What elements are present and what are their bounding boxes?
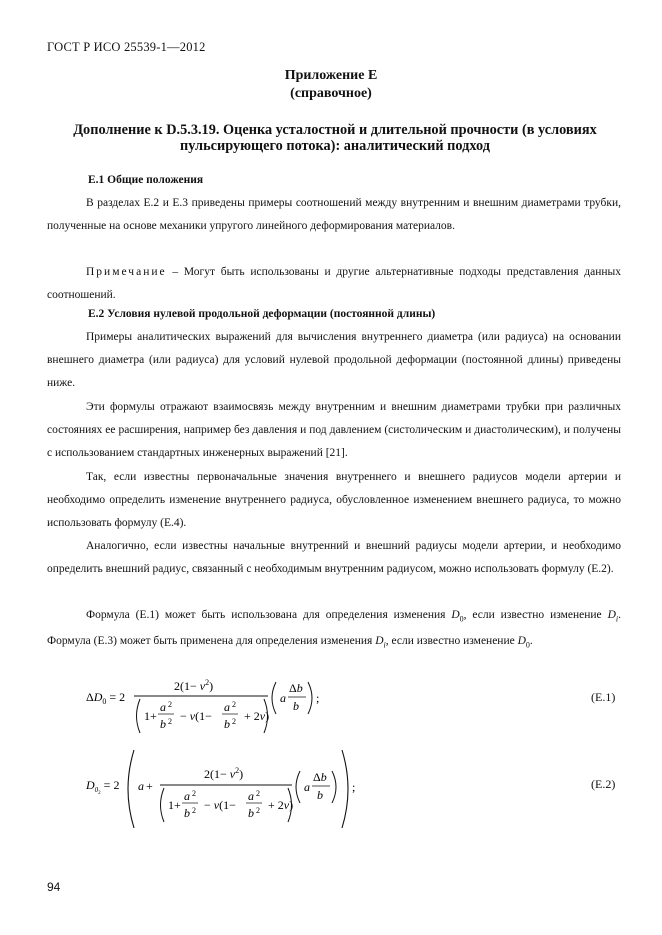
- svg-text:2: 2: [168, 717, 172, 726]
- svg-text:2: 2: [232, 700, 236, 709]
- svg-text:2: 2: [256, 789, 260, 798]
- svg-text:2: 2: [232, 717, 236, 726]
- svg-text:a: a: [280, 691, 286, 705]
- note-label: Примечание: [86, 266, 167, 278]
- svg-text:a: a: [138, 779, 144, 793]
- svg-text:Δb: Δb: [313, 770, 327, 784]
- appendix-subtitle: (справочное): [290, 86, 372, 101]
- svg-text:+ 2ν): + 2ν): [268, 798, 294, 812]
- svg-text:+: +: [146, 779, 153, 793]
- formula-e2-label: (Е.2): [591, 777, 616, 791]
- svg-text:2: 2: [256, 806, 260, 815]
- svg-text:1+: 1+: [168, 798, 181, 812]
- svg-text:a: a: [160, 700, 166, 714]
- svg-text:a: a: [224, 700, 230, 714]
- svg-text:;: ;: [316, 691, 320, 705]
- formula-e1-label: (Е.1): [591, 690, 616, 704]
- svg-text:b: b: [224, 717, 230, 731]
- page-number: 94: [47, 880, 61, 894]
- svg-text:a: a: [184, 789, 190, 803]
- section-heading-e2: Е.2 Условия нулевой продольной деформации (постоянной длины): [88, 308, 436, 320]
- svg-text:b: b: [248, 806, 254, 820]
- svg-text:b: b: [293, 699, 299, 713]
- svg-text:− ν(1−: − ν(1−: [204, 798, 236, 812]
- svg-text:D02 = 2: $D_02 = 2$: [86, 778, 120, 796]
- svg-text:b: b: [160, 717, 166, 731]
- svg-text:Δb: Δb: [289, 681, 303, 695]
- svg-text:a: a: [304, 780, 310, 794]
- appendix-title: Приложение Е: [284, 68, 378, 83]
- main-title: Дополнение к D.5.3.19. Оценка усталостной и длительной прочности (в условиях пульсирующего потока): аналитический подход: [73, 122, 597, 154]
- svg-text:;: ;: [352, 780, 356, 794]
- svg-text:ΔD0 = 2: $\Delta D_0 = 2$: [86, 690, 126, 706]
- svg-text:2(1− ν2): $2(1- \nu^2)$: [204, 766, 244, 781]
- svg-text:1+: 1+: [144, 709, 157, 723]
- svg-text:b: b: [184, 806, 190, 820]
- paragraph-e2-5: Формула (Е.1) может быть использована для определения изменения $D_0$, если известно изменение $D_i$. Формула (Е.3) может быть применена для определения изменения $D_i$, если известно изменение $D_0$.: [47, 609, 621, 650]
- svg-text:2: 2: [168, 700, 172, 709]
- paragraph-e2-2: Эти формулы отражают взаимосвязь между внутренним и внешним диаметрами трубки при различных состояниях ее расширения, например без давления и под давлением (систолическим и диастолическим), и получены с использованием стандартных инженерных выражений [21].: [47, 401, 621, 459]
- document-header: ГОСТ Р ИСО 25539-1—2012: [47, 40, 206, 54]
- svg-text:a: a: [248, 789, 254, 803]
- note-paragraph: [47, 261, 621, 307]
- svg-text:2: 2: [192, 789, 196, 798]
- formula-e2: [84, 746, 374, 832]
- paragraph-e2-3: Так, если известны первоначальные значения внутреннего и внешнего радиусов модели артерии и необходимо определить изменение внутреннего радиуса, обусловленное изменением внешнего радиуса, то можно использовать формулу (Е.4).: [47, 471, 621, 529]
- svg-text:b: b: [317, 788, 323, 802]
- formula-e1: [84, 672, 344, 742]
- note-text: – Могут быть использованы и другие альтернативные подходы представления данных соотношений.: [47, 266, 621, 301]
- svg-text:− ν(1−: − ν(1−: [180, 709, 212, 723]
- section-heading-e1: Е.1 Общие положения: [88, 174, 204, 186]
- svg-text:2(1− ν2): $2(1- \nu^2)$: [174, 678, 214, 693]
- paragraph-e1-intro: В разделах Е.2 и Е.3 приведены примеры соотношений между внутренним и внешним диаметрами трубки, полученные на основе механики упругого линейного деформирования материалов.: [47, 197, 621, 232]
- paragraph-e2-1: Примеры аналитических выражений для вычисления внутреннего диаметра (или радиуса) на основании внешнего диаметра (или радиуса) для условий нулевой продольной деформации (постоянной длины) приведены ниже.: [47, 331, 621, 389]
- svg-text:+ 2ν): + 2ν): [244, 709, 270, 723]
- paragraph-e2-4: Аналогично, если известны начальные внутренний и внешний радиусы модели артерии, и необходимо определить внешний радиус, связанный с необходимым внутренним радиусом, можно использовать формулу (Е.2).: [47, 540, 621, 575]
- svg-text:2: 2: [192, 806, 196, 815]
